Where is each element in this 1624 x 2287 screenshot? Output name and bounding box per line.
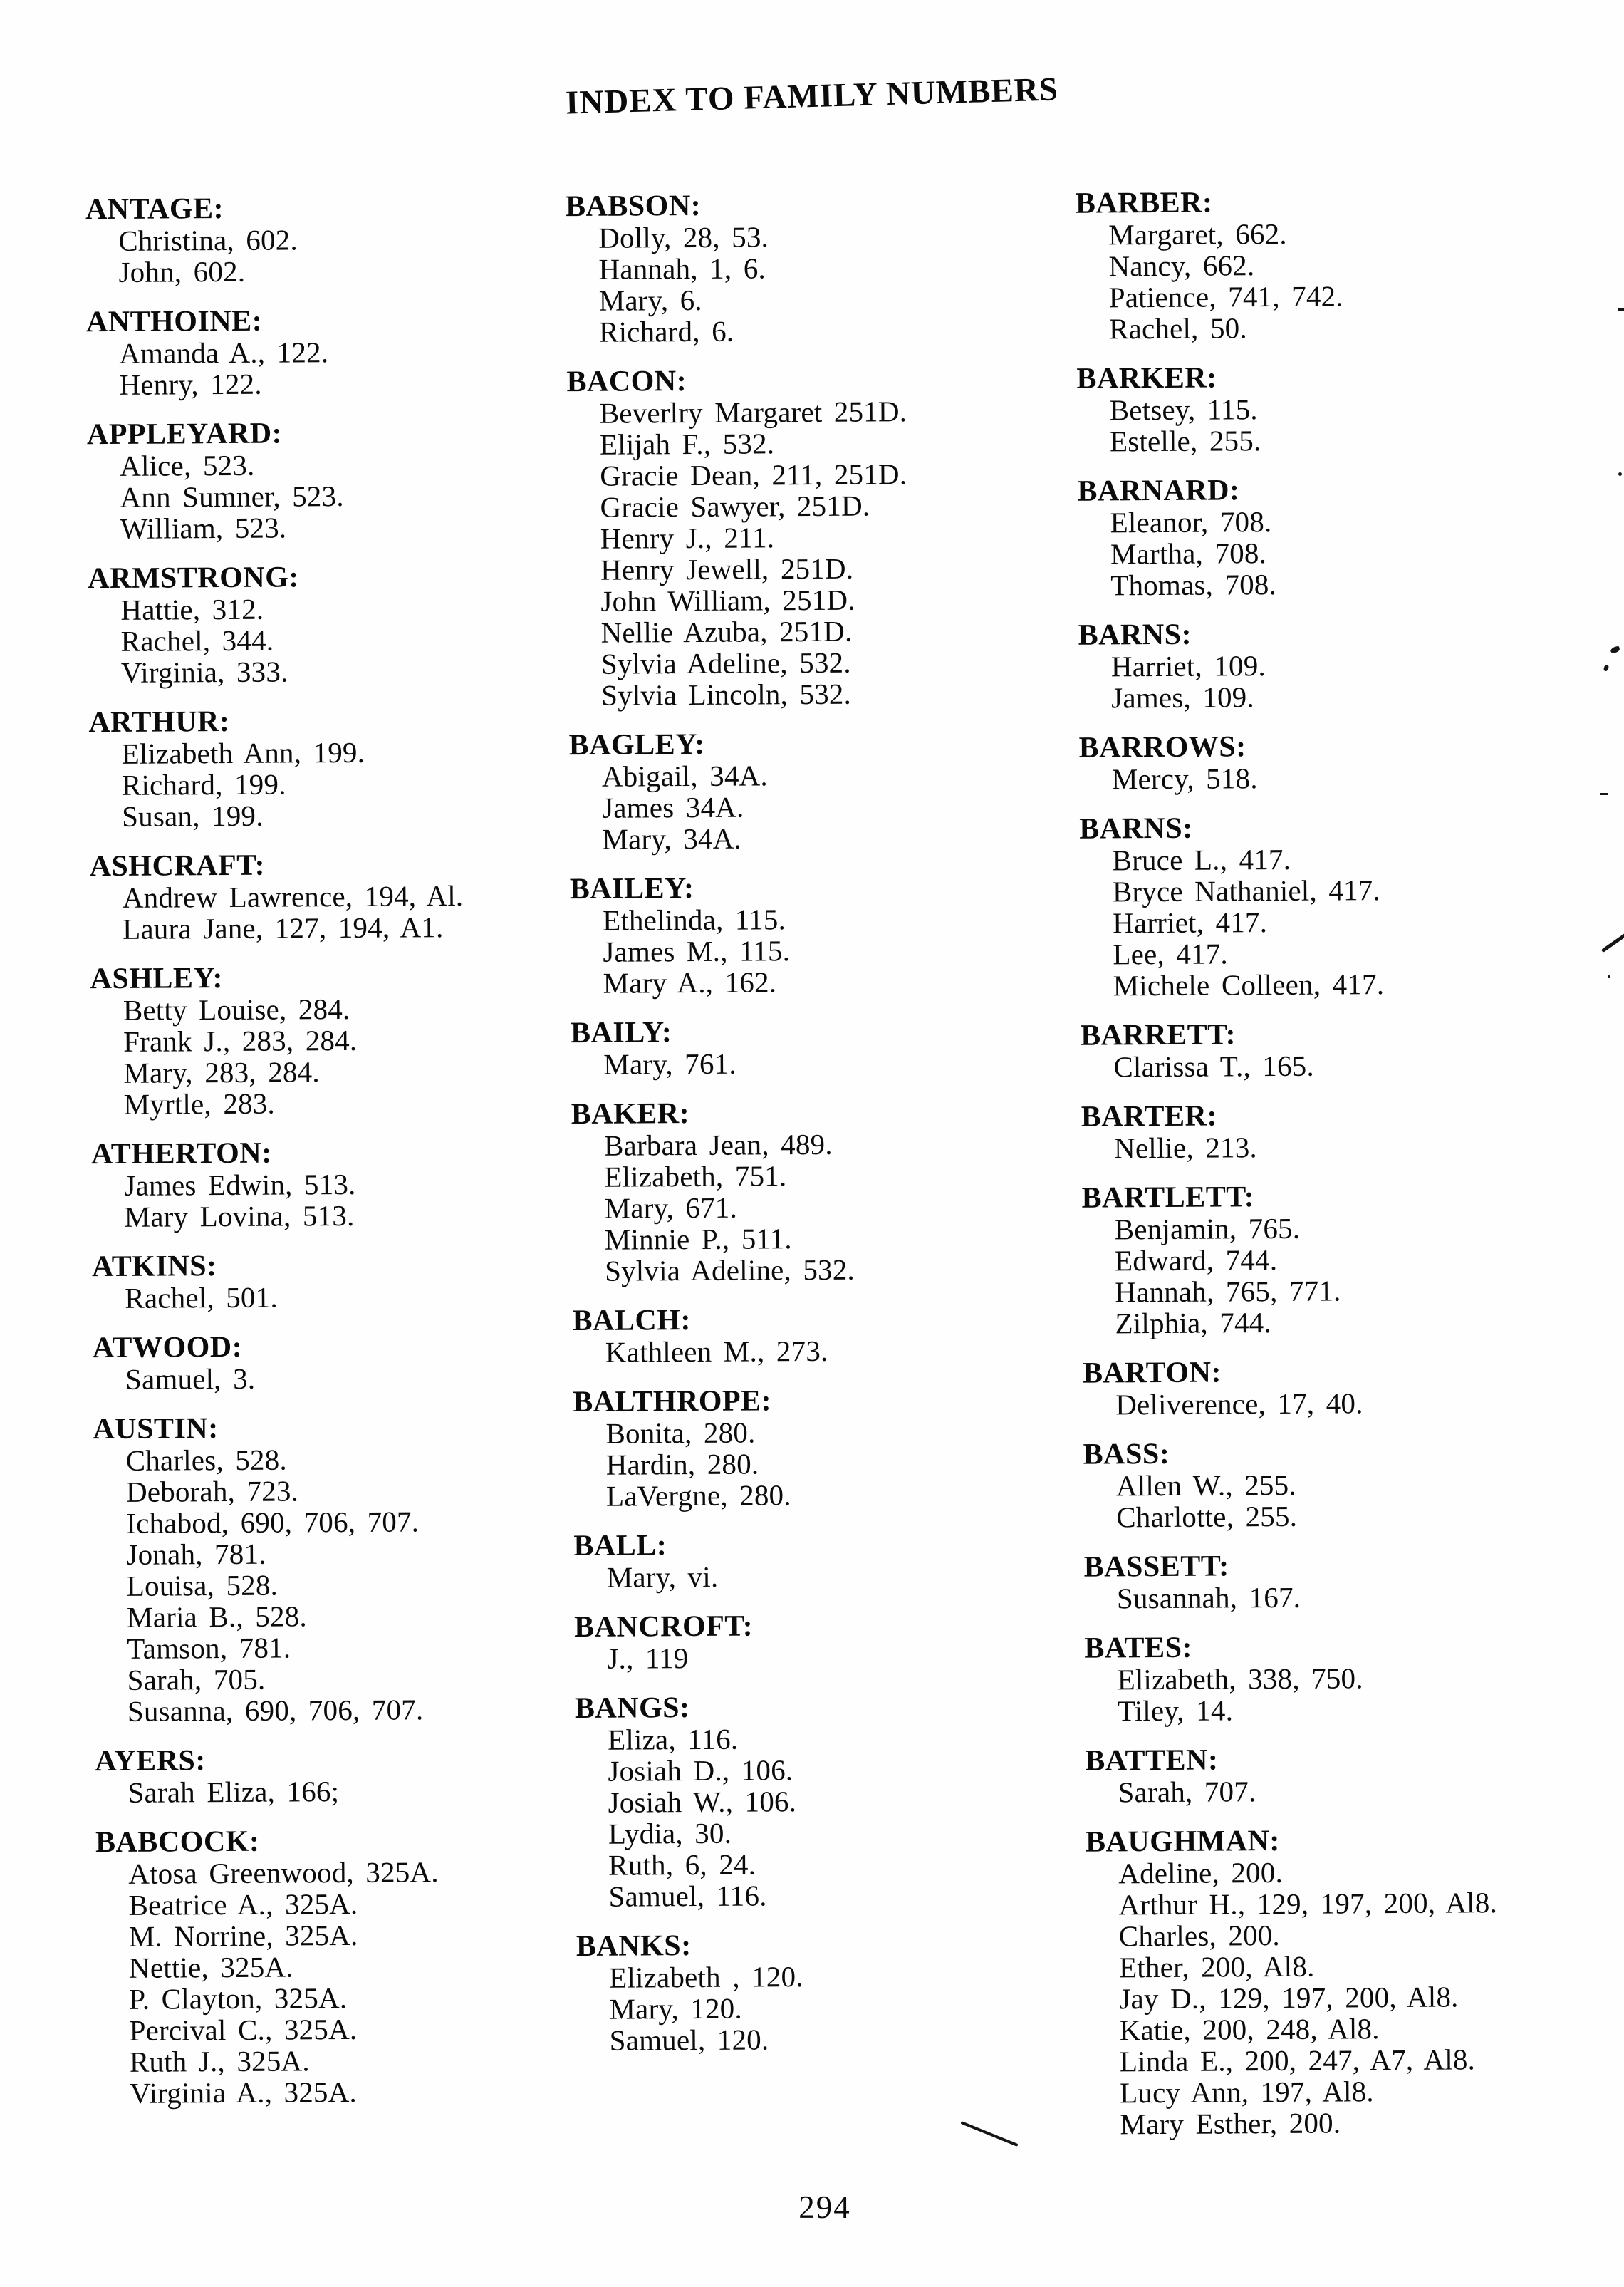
index-entry: Mary, 120.: [609, 1991, 742, 2026]
index-entry: Christina, 602.: [118, 223, 298, 257]
surname-heading: ARMSTRONG:: [88, 561, 299, 596]
family-group: [1078, 616, 1622, 714]
family-group: [95, 1743, 587, 1808]
index-entry: Hardin, 280.: [605, 1447, 759, 1481]
index-entry: Henry Jewell, 251D.: [600, 551, 854, 586]
index-entry: Mary, 283, 284.: [123, 1055, 320, 1089]
index-entry: Jay D., 129, 197, 200, Al8.: [1119, 1980, 1459, 2016]
surname-heading: BALL:: [573, 1529, 667, 1563]
family-group: [573, 1384, 1072, 1512]
index-entry: J., 119: [607, 1642, 689, 1675]
index-entry: Maria B., 528.: [126, 1599, 308, 1634]
surname-heading: BARNS:: [1078, 618, 1192, 652]
index-column-right: [1076, 185, 1624, 2159]
index-entry: Ether, 200, Al8.: [1118, 1949, 1315, 1984]
index-entry: Amanda A., 122.: [119, 336, 329, 370]
family-group: [91, 1136, 583, 1233]
index-entry: James Edwin, 513.: [124, 1167, 356, 1202]
index-entry: Hannah, 765, 771.: [1115, 1274, 1341, 1309]
index-entry: Ethelinda, 115.: [602, 903, 786, 937]
index-entry: Ruth, 6, 24.: [608, 1847, 756, 1882]
index-entry: Eliza, 116.: [607, 1722, 739, 1756]
surname-heading: BANCROFT:: [574, 1609, 754, 1644]
family-group: [1079, 810, 1623, 1002]
index-entry: Zilphia, 744.: [1115, 1306, 1271, 1340]
index-entry: Mary, 6.: [598, 283, 702, 317]
family-group: [93, 1329, 585, 1395]
index-entry: Sarah Eliza, 166;: [127, 1775, 340, 1809]
index-entry: Tamson, 781.: [127, 1631, 291, 1665]
index-entry: Adeline, 200.: [1118, 1855, 1284, 1890]
index-entry: Rachel, 501.: [125, 1280, 278, 1314]
surname-heading: BARNS:: [1079, 811, 1193, 846]
family-group: [93, 1411, 586, 1727]
family-group: [573, 1528, 1073, 1593]
index-entry: Gracie Sawyer, 251D.: [600, 489, 870, 524]
surname-heading: AYERS:: [95, 1744, 206, 1778]
index-entry: Linda E., 200, 247, A7, Al8.: [1119, 2043, 1476, 2078]
index-entry: Bryce Nathaniel, 417.: [1112, 873, 1380, 908]
family-group: [86, 304, 578, 400]
surname-heading: BAUGHMAN:: [1085, 1825, 1280, 1859]
index-entry: William, 523.: [120, 511, 287, 545]
index-entry: P. Clayton, 325A.: [129, 1981, 348, 2016]
surname-heading: BARRETT:: [1080, 1018, 1237, 1052]
index-entry: James 34A.: [602, 790, 744, 824]
index-entry: Mary, 34A.: [602, 821, 742, 856]
index-entry: Beverlry Margaret 251D.: [599, 395, 907, 430]
surname-heading: BAILEY:: [569, 872, 694, 906]
family-group: [1081, 1017, 1624, 1083]
surname-heading: ATHERTON:: [90, 1136, 272, 1171]
family-group: [572, 1302, 1071, 1368]
index-entry: John William, 251D.: [600, 583, 855, 618]
surname-heading: BARKER:: [1076, 361, 1217, 395]
index-entry: Hattie, 312.: [120, 592, 264, 626]
surname-heading: BARROWS:: [1078, 730, 1246, 764]
index-entry: John, 602.: [118, 254, 246, 289]
index-entry: Sarah, 707.: [1118, 1775, 1256, 1809]
surname-heading: BATES:: [1084, 1631, 1193, 1665]
index-entry: Benjamin, 765.: [1114, 1211, 1301, 1246]
surname-heading: BARNARD:: [1077, 474, 1240, 508]
index-entry: Ruth J., 325A.: [129, 2044, 310, 2078]
index-entry: Louisa, 528.: [126, 1568, 279, 1602]
family-group: [1076, 185, 1619, 345]
index-column-middle: [566, 188, 1076, 2075]
family-group: [1086, 1823, 1624, 2140]
index-entry: Elizabeth , 120.: [609, 1960, 803, 1994]
surname-heading: BARTON:: [1082, 1356, 1222, 1390]
scan-artifact-dash: [1600, 793, 1608, 795]
index-entry: Edward, 744.: [1114, 1243, 1278, 1277]
surname-heading: BARTLETT:: [1081, 1181, 1255, 1215]
index-entry: Beatrice A., 325A.: [128, 1887, 358, 1922]
family-group: [571, 1015, 1070, 1080]
index-entry: Ann Sumner, 523.: [120, 479, 344, 514]
surname-heading: ASHCRAFT:: [89, 849, 266, 883]
index-entry: Rachel, 344.: [120, 623, 274, 658]
index-entry: Sarah, 705.: [127, 1662, 266, 1696]
index-entry: Betty Louise, 284.: [123, 992, 350, 1027]
family-group: [566, 188, 1065, 348]
family-group: [87, 416, 579, 544]
index-entry: Alice, 523.: [120, 448, 255, 482]
scan-artifact-dot: [1608, 975, 1610, 978]
surname-heading: BAGLEY:: [568, 727, 705, 762]
surname-heading: BANKS:: [576, 1929, 692, 1964]
family-group: [1079, 729, 1623, 795]
surname-heading: BABSON:: [565, 189, 702, 224]
family-group: [1084, 1629, 1624, 1727]
page-title: INDEX TO FAMILY NUMBERS: [565, 71, 1059, 122]
family-group: [1081, 1098, 1624, 1164]
index-entry: Kathleen M., 273.: [605, 1334, 828, 1369]
index-entry: M. Norrine, 325A.: [128, 1918, 358, 1953]
surname-heading: BASS:: [1083, 1437, 1170, 1471]
family-group: [566, 363, 1067, 711]
surname-heading: BACON:: [566, 365, 687, 399]
index-entry: Bonita, 280.: [605, 1416, 756, 1450]
family-group: [1077, 472, 1620, 601]
index-entry: Richard, 6.: [598, 314, 734, 348]
index-entry: Susan, 199.: [122, 799, 264, 833]
index-entry: Virginia, 333.: [120, 655, 288, 689]
index-entry: Allen W., 255.: [1115, 1468, 1296, 1503]
scan-artifact-dot: [1618, 472, 1622, 476]
family-group: [1081, 1179, 1624, 1339]
family-group: [1085, 1742, 1624, 1808]
index-entry: Mary, vi.: [606, 1560, 719, 1594]
family-group: [88, 704, 581, 832]
family-group: [571, 1096, 1071, 1287]
index-entry: Henry, 122.: [119, 367, 262, 401]
index-entry: Mary Lovina, 513.: [124, 1198, 355, 1233]
family-group: [1084, 1548, 1624, 1614]
index-entry: Martha, 708.: [1110, 536, 1267, 571]
family-group: [90, 848, 582, 945]
index-entry: Eleanor, 708.: [1110, 505, 1272, 539]
index-entry: Estelle, 255.: [1109, 424, 1261, 458]
index-entry: Harriet, 109.: [1110, 649, 1266, 683]
surname-heading: BAILY:: [570, 1016, 672, 1050]
surname-heading: AUSTIN:: [93, 1412, 219, 1446]
index-entry: Henry J., 211.: [600, 521, 775, 555]
index-entry: Jonah, 781.: [126, 1537, 266, 1571]
index-entry: Harriet, 417.: [1113, 906, 1268, 940]
index-entry: Gracie Dean, 211, 251D.: [600, 457, 907, 492]
index-entry: Mary, 761.: [603, 1047, 736, 1081]
family-group: [88, 560, 580, 688]
index-entry: Hannah, 1, 6.: [598, 251, 766, 286]
index-entry: Mary Esther, 200.: [1120, 2106, 1341, 2141]
index-entry: Sylvia Lincoln, 532.: [601, 677, 852, 712]
index-entry: Charlotte, 255.: [1116, 1499, 1298, 1534]
index-entry: Andrew Lawrence, 194, Al.: [122, 878, 464, 914]
family-group: [92, 1248, 584, 1314]
index-entry: Frank J., 283, 284.: [123, 1023, 358, 1058]
index-entry: Sylvia Adeline, 532.: [604, 1253, 855, 1287]
index-entry: Michele Colleen, 417.: [1113, 968, 1385, 1002]
page-number: 294: [798, 2189, 851, 2225]
index-entry: Ichabod, 690, 706, 707.: [126, 1505, 420, 1540]
index-entry: Elijah F., 532.: [599, 427, 775, 461]
index-entry: Nancy, 662.: [1108, 249, 1255, 283]
family-group: [576, 1928, 1076, 2056]
family-group: [90, 960, 582, 1120]
index-entry: Samuel, 120.: [609, 2023, 769, 2057]
index-entry: Lucy Ann, 197, Al8.: [1120, 2075, 1374, 2110]
index-entry: Percival C., 325A.: [129, 2012, 358, 2047]
index-entry: Clarissa T., 165.: [1113, 1049, 1315, 1084]
family-group: [568, 727, 1068, 855]
index-entry: Bruce L., 417.: [1112, 842, 1291, 877]
index-entry: Patience, 741, 742.: [1108, 279, 1343, 314]
index-entry: James M., 115.: [603, 934, 791, 968]
index-entry: Charles, 528.: [125, 1443, 287, 1477]
index-entry: James, 109.: [1111, 680, 1255, 715]
index-column-left: [85, 191, 589, 2127]
surname-heading: ATWOOD:: [92, 1330, 243, 1365]
index-entry: Nellie, 213.: [1113, 1131, 1258, 1165]
surname-heading: ANTHOINE:: [85, 304, 263, 339]
surname-heading: BASSETT:: [1083, 1550, 1229, 1584]
index-entry: Deliverence, 17, 40.: [1115, 1386, 1363, 1421]
index-entry: Atosa Greenwood, 325A.: [128, 1855, 439, 1890]
family-group: [85, 191, 578, 288]
index-entry: Virginia A., 325A.: [130, 2075, 358, 2110]
index-entry: Susannah, 167.: [1116, 1580, 1301, 1615]
index-entry: Tiley, 14.: [1117, 1694, 1234, 1728]
index-entry: Josiah W., 106.: [608, 1785, 797, 1819]
index-entry: Deborah, 723.: [125, 1474, 299, 1508]
surname-heading: ATKINS:: [91, 1250, 217, 1284]
family-group: [575, 1690, 1075, 1912]
index-entry: Elizabeth Ann, 199.: [121, 735, 365, 770]
index-entry: Myrtle, 283.: [123, 1087, 276, 1121]
surname-heading: BANGS:: [574, 1691, 690, 1726]
index-entry: Lee, 417.: [1113, 937, 1229, 971]
index-entry: Lydia, 30.: [608, 1816, 732, 1850]
index-entry: Rachel, 50.: [1108, 311, 1247, 346]
index-entry: Mercy, 518.: [1111, 762, 1258, 796]
index-entry: Richard, 199.: [121, 767, 286, 802]
surname-heading: ANTAGE:: [85, 192, 224, 227]
index-entry: Laura Jane, 127, 194, A1.: [123, 911, 444, 945]
family-group: [1076, 360, 1620, 457]
family-group: [1083, 1354, 1624, 1421]
index-entry: Josiah D., 106.: [608, 1753, 793, 1788]
index-entry: Betsey, 115.: [1109, 393, 1258, 427]
family-group: [570, 871, 1069, 999]
family-group: [95, 1824, 588, 2109]
surname-heading: BALCH:: [572, 1304, 692, 1338]
surname-heading: BARTER:: [1081, 1099, 1217, 1134]
index-entry: Nellie Azuba, 251D.: [600, 614, 853, 649]
index-entry: Dolly, 28, 53.: [598, 220, 769, 254]
surname-heading: APPLEYARD:: [86, 417, 283, 452]
index-entry: Katie, 200, 248, Al8.: [1119, 2012, 1380, 2047]
surname-heading: BAKER:: [571, 1097, 690, 1131]
surname-heading: BARBER:: [1075, 186, 1213, 220]
family-group: [1083, 1436, 1624, 1533]
index-entry: Samuel, 3.: [125, 1362, 256, 1396]
index-entry: Arthur H., 129, 197, 200, Al8.: [1118, 1886, 1498, 1922]
index-entry: Thomas, 708.: [1110, 568, 1277, 602]
index-entry: LaVergne, 280.: [605, 1478, 791, 1513]
index-entry: Susanna, 690, 706, 707.: [127, 1693, 424, 1728]
index-entry: Abigail, 34A.: [601, 759, 768, 793]
surname-heading: ASHLEY:: [90, 962, 224, 996]
index-entry: Elizabeth, 338, 750.: [1117, 1661, 1363, 1696]
surname-heading: BALTHROPE:: [573, 1384, 772, 1419]
index-entry: Nettie, 325A.: [128, 1950, 293, 1984]
family-group: [574, 1609, 1073, 1674]
index-entry: Minnie P., 511.: [604, 1222, 792, 1256]
index-entry: Charles, 200.: [1118, 1919, 1281, 1953]
index-entry: Sylvia Adeline, 532.: [600, 645, 851, 680]
surname-heading: ARTHUR:: [88, 705, 230, 740]
surname-heading: BABCOCK:: [95, 1825, 260, 1860]
surname-heading: BATTEN:: [1085, 1743, 1219, 1778]
index-entry: Mary A., 162.: [603, 965, 777, 1000]
index-entry: Elizabeth, 751.: [604, 1159, 787, 1193]
index-entry: Samuel, 116.: [608, 1879, 767, 1913]
index-entry: Margaret, 662.: [1108, 217, 1287, 251]
index-entry: Barbara Jean, 489.: [603, 1127, 833, 1162]
index-entry: Mary, 671.: [604, 1191, 738, 1225]
scan-artifact-tick: [1618, 308, 1624, 311]
